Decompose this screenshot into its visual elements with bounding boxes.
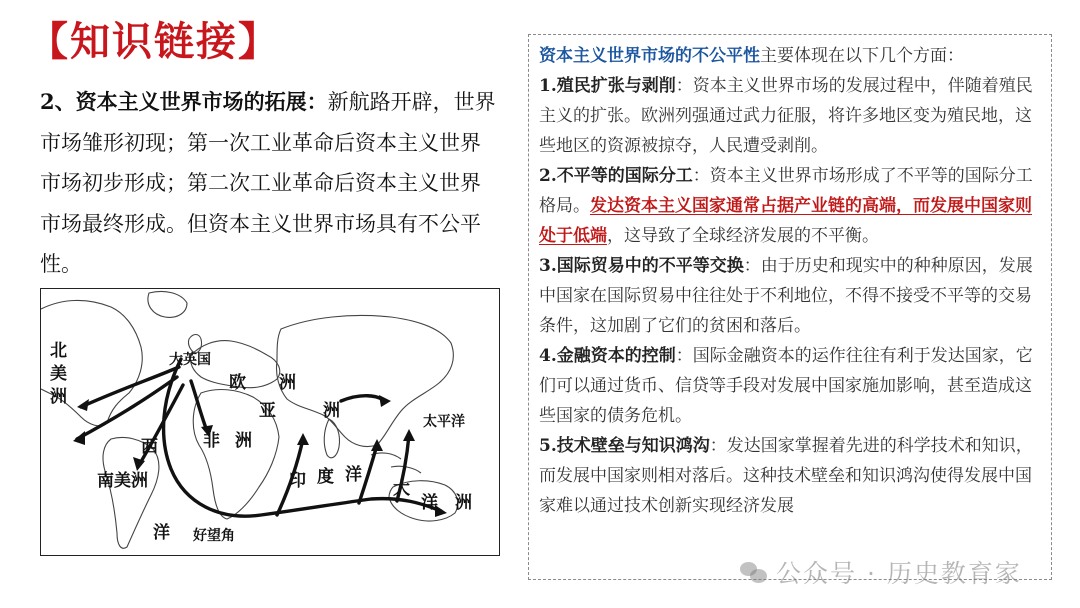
label-africa-2: 洲: [235, 431, 252, 451]
world-market-map: [40, 288, 500, 556]
label-europe-2: 洲: [279, 373, 296, 393]
greenland-coast: [148, 291, 187, 317]
item-heading: 5.技术壁垒与知识鸿沟: [539, 436, 710, 456]
label-oceania-2: 洋: [421, 493, 438, 513]
arrowhead: [403, 429, 415, 441]
label-oceania-1: 大: [393, 479, 410, 499]
item-text: ：发达国家掌握着先进的科学技术和知识，而发展中国家则相对落后。这种技术壁垒和知识鸿沟使得发展中国家难以通过技术创新实现经济发展: [539, 436, 1033, 516]
item-heading: 3.国际贸易中的不平等交换: [539, 256, 744, 276]
label-asia-1: 亚: [259, 401, 276, 421]
wechat-icon: [740, 560, 768, 584]
item-text: ：资本主义世界市场形成了不平等的国际分工格局。: [539, 166, 1033, 216]
label-indian-1: 印: [289, 471, 306, 491]
label-europe-1: 欧: [229, 373, 246, 393]
watermark: [740, 554, 1060, 590]
label-pacific: 太平洋: [423, 414, 465, 430]
label-cape: 好望角: [193, 528, 235, 544]
item-paragraph-3: [539, 251, 1041, 341]
label-north-america: 北美洲: [46, 341, 66, 410]
left-body: 新航路开辟，世界市场雏形初现；第一次工业革命后资本主义世界市场初步形成；第二次工业革命后资本主义世界市场最终形成。但资本主义世界市场具有不公平性。: [40, 90, 496, 276]
trade-routes: [77, 359, 441, 516]
item-text: ：国际金融资本的运作往往有利于发达国家，它们可以通过货币、信贷等手段对发展中国家施加影响，甚至造成这些国家的债务危机。: [539, 346, 1033, 426]
britain-coast: [188, 335, 201, 354]
intro-paragraph: [539, 41, 1041, 71]
label-asia-2: 洲: [323, 401, 340, 421]
intro-highlight: 资本主义世界市场的不公平性: [539, 46, 760, 66]
arrowhead: [297, 433, 309, 445]
item-text-2: ，这导致了全球经济发展的不平衡。: [607, 226, 879, 246]
label-africa-1: 非: [203, 431, 220, 451]
item-text: ：资本主义世界市场的发展过程中，伴随着殖民主义的扩张。欧洲列强通过武力征服，将许多地区变为殖民地，这些地区的资源被掠夺，人民遭受剥削。: [539, 76, 1033, 156]
item-emphasis: 发达资本主义国家通常占据产业链的高端，而发展中国家则处于低端: [539, 196, 1032, 246]
left-lead: 2、资本主义世界市场的拓展：: [40, 89, 328, 114]
coastlines: [41, 291, 458, 548]
item-paragraph-1: [539, 71, 1041, 161]
item-paragraph-2: [539, 161, 1041, 251]
arrowhead: [73, 431, 85, 445]
item-text: ：由于历史和现实中的种种原因，发展中国家在国际贸易中往往处于不利地位，不得不接受不平等的交易条件，这加剧了它们的贫困和落后。: [539, 256, 1033, 336]
intro-rest: 主要体现在以下几个方面：: [760, 46, 964, 66]
item-paragraph-4: [539, 341, 1041, 431]
arrowhead: [379, 395, 391, 407]
item-heading: 2.不平等的国际分工: [539, 166, 693, 186]
item-heading: 1.殖民扩张与剥削: [539, 76, 676, 96]
label-atlantic: 西: [141, 437, 158, 457]
left-paragraph: [40, 82, 498, 285]
label-ocean: 洋: [153, 523, 170, 543]
label-indian-3: 洋: [345, 465, 362, 485]
item-paragraph-5: [539, 431, 1041, 521]
arrowhead: [77, 399, 89, 411]
route-china: [341, 396, 385, 401]
india-coast: [324, 419, 339, 458]
islands-coast: [371, 453, 421, 473]
unfairness-text-box: [528, 34, 1052, 580]
label-oceania-3: 洲: [455, 493, 472, 513]
watermark-text: 公众号 · 历史教育家: [776, 559, 1022, 588]
label-indian-2: 度: [317, 467, 334, 487]
item-heading: 4.金融资本的控制: [539, 346, 676, 366]
page-title: 【知识链接】: [28, 19, 280, 65]
label-britain: 大英国: [169, 352, 211, 368]
label-south-america: 南美洲: [97, 471, 148, 491]
